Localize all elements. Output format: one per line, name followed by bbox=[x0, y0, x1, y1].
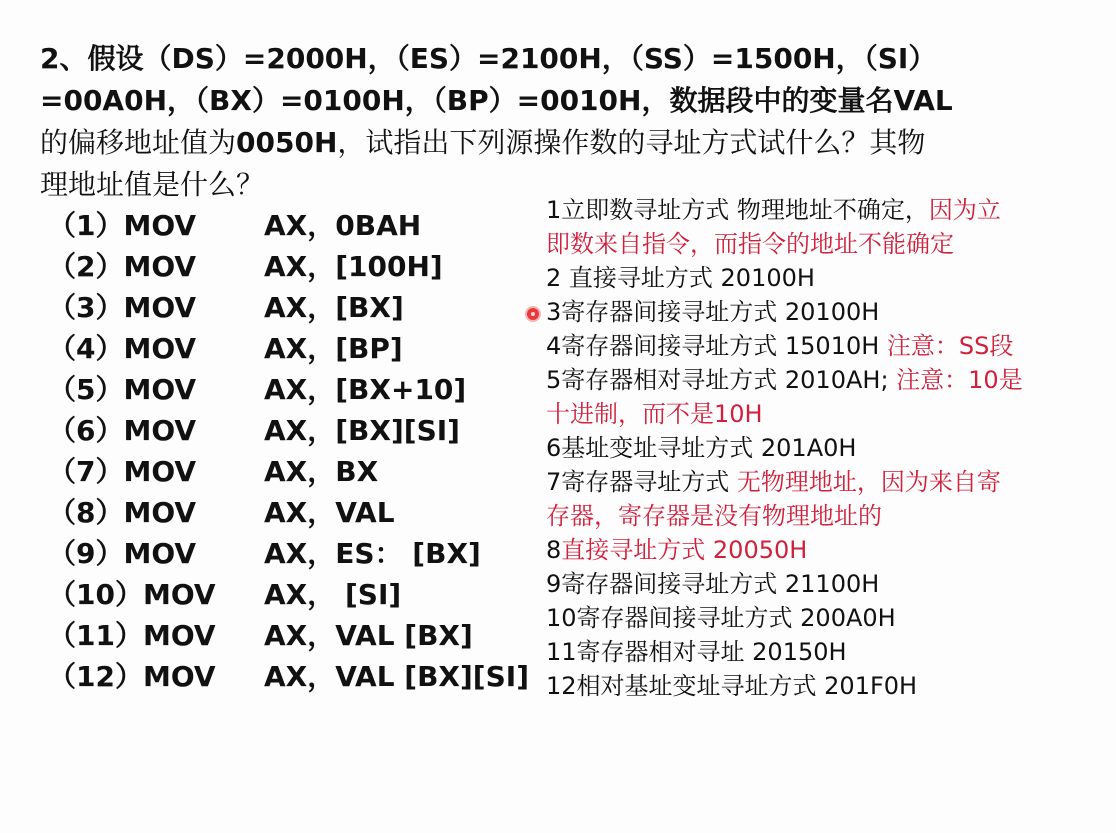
answer-11: 11寄存器相对寻址 20150H bbox=[546, 638, 847, 666]
answer-5-note: 注意：10是 bbox=[896, 366, 1023, 394]
instruction-mnemonic: （12）MOV bbox=[48, 660, 216, 693]
instruction-mnemonic: （10）MOV bbox=[48, 578, 216, 611]
instruction-operand: AX， [SI] bbox=[264, 578, 402, 611]
instruction-mnemonic: （5）MOV bbox=[48, 373, 197, 406]
instruction-mnemonic: （8）MOV bbox=[48, 496, 197, 529]
instruction-operand: AX，ES： [BX] bbox=[264, 537, 481, 570]
answer-4-note: 注意：SS段 bbox=[886, 332, 1014, 360]
instruction-mnemonic: （4）MOV bbox=[48, 332, 197, 365]
answer-8 bbox=[546, 533, 1091, 567]
instruction-operand: AX，[BX] bbox=[264, 291, 404, 324]
answer-7 bbox=[546, 465, 1091, 499]
instruction-item-7 bbox=[48, 451, 528, 492]
pointer-dot-icon bbox=[527, 308, 539, 320]
instruction-item-5 bbox=[48, 369, 528, 410]
answer-4 bbox=[546, 329, 1091, 363]
instruction-mnemonic: （2）MOV bbox=[48, 250, 197, 283]
answer-1 bbox=[546, 193, 1091, 227]
answer-4-text: 4寄存器间接寻址方式 15010H bbox=[546, 332, 887, 360]
instruction-mnemonic: （7）MOV bbox=[48, 455, 197, 488]
instruction-item-3 bbox=[48, 287, 528, 328]
question-line-4: 理地址值是什么？ bbox=[40, 168, 265, 201]
instruction-item-9 bbox=[48, 533, 528, 574]
question-line-3 bbox=[40, 122, 1090, 164]
instruction-operand: AX，VAL bbox=[264, 496, 395, 529]
answer-7-note-cont: 存器，寄存器是没有物理地址的 bbox=[546, 502, 882, 530]
instruction-mnemonic: （6）MOV bbox=[48, 414, 197, 447]
answer-12: 12相对基址变址寻址方式 201F0H bbox=[546, 672, 918, 700]
answer-3: 3寄存器间接寻址方式 20100H bbox=[546, 298, 880, 326]
answer-2: 2 直接寻址方式 20100H bbox=[546, 264, 815, 292]
instruction-list bbox=[48, 205, 528, 697]
instruction-operand: AX，[BX][SI] bbox=[264, 414, 460, 447]
instruction-mnemonic: （11）MOV bbox=[48, 619, 216, 652]
question-line-1: 2、假设（DS）=2000H，（ES）=2100H，（SS）=1500H，（SI） bbox=[40, 42, 937, 75]
instruction-operand: AX，VAL [BX][SI] bbox=[264, 660, 529, 693]
question-line-3-prefix: 的偏移地址值为 bbox=[40, 126, 237, 159]
question-line-2: =00A0H，（BX）=0100H，（BP）=0010H，数据段中的变量名VAL bbox=[40, 84, 953, 117]
instruction-operand: AX，[BX+10] bbox=[264, 373, 467, 406]
instruction-item-4 bbox=[48, 328, 528, 369]
instruction-operand: AX，BX bbox=[264, 455, 379, 488]
answer-list bbox=[546, 193, 1091, 703]
instruction-mnemonic: （3）MOV bbox=[48, 291, 197, 324]
instruction-item-2 bbox=[48, 246, 528, 287]
instruction-item-11 bbox=[48, 615, 528, 656]
instruction-item-10 bbox=[48, 574, 528, 615]
answer-5 bbox=[546, 363, 1091, 397]
instruction-operand: AX，VAL [BX] bbox=[264, 619, 473, 652]
instruction-operand: AX，0BAH bbox=[264, 209, 422, 242]
instruction-item-6 bbox=[48, 410, 528, 451]
instruction-item-1 bbox=[48, 205, 528, 246]
instruction-item-12 bbox=[48, 656, 528, 697]
answer-8-note: 直接寻址方式 20050H bbox=[561, 536, 808, 564]
answer-1-text: 1立即数寻址方式 物理地址不确定， bbox=[546, 196, 929, 224]
instruction-operand: AX，[100H] bbox=[264, 250, 443, 283]
instruction-item-8 bbox=[48, 492, 528, 533]
answer-5-note-cont: 十进制，而不是10H bbox=[546, 400, 763, 428]
answer-9: 9寄存器间接寻址方式 21100H bbox=[546, 570, 880, 598]
answer-1-note: 因为立 bbox=[928, 196, 1001, 224]
answer-7-text: 7寄存器寻址方式 bbox=[546, 468, 737, 496]
instruction-operand: AX，[BP] bbox=[264, 332, 403, 365]
instruction-mnemonic: （1）MOV bbox=[48, 209, 197, 242]
answer-1-note-cont: 即数来自指令，而指令的地址不能确定 bbox=[546, 230, 954, 258]
question-line-3-suffix: ，试指出下列源操作数的寻址方式试什么？其物 bbox=[337, 126, 926, 159]
answer-10: 10寄存器间接寻址方式 200A0H bbox=[546, 604, 896, 632]
answer-7-note: 无物理地址，因为来自寄 bbox=[736, 468, 1001, 496]
question-text bbox=[40, 38, 1090, 206]
answer-8-number: 8 bbox=[546, 536, 562, 564]
answer-5-text: 5寄存器相对寻址方式 2010AH; bbox=[546, 366, 897, 394]
instruction-mnemonic: （9）MOV bbox=[48, 537, 197, 570]
question-line-3-offset: 0050H bbox=[236, 126, 338, 159]
answer-6: 6基址变址寻址方式 201A0H bbox=[546, 434, 857, 462]
